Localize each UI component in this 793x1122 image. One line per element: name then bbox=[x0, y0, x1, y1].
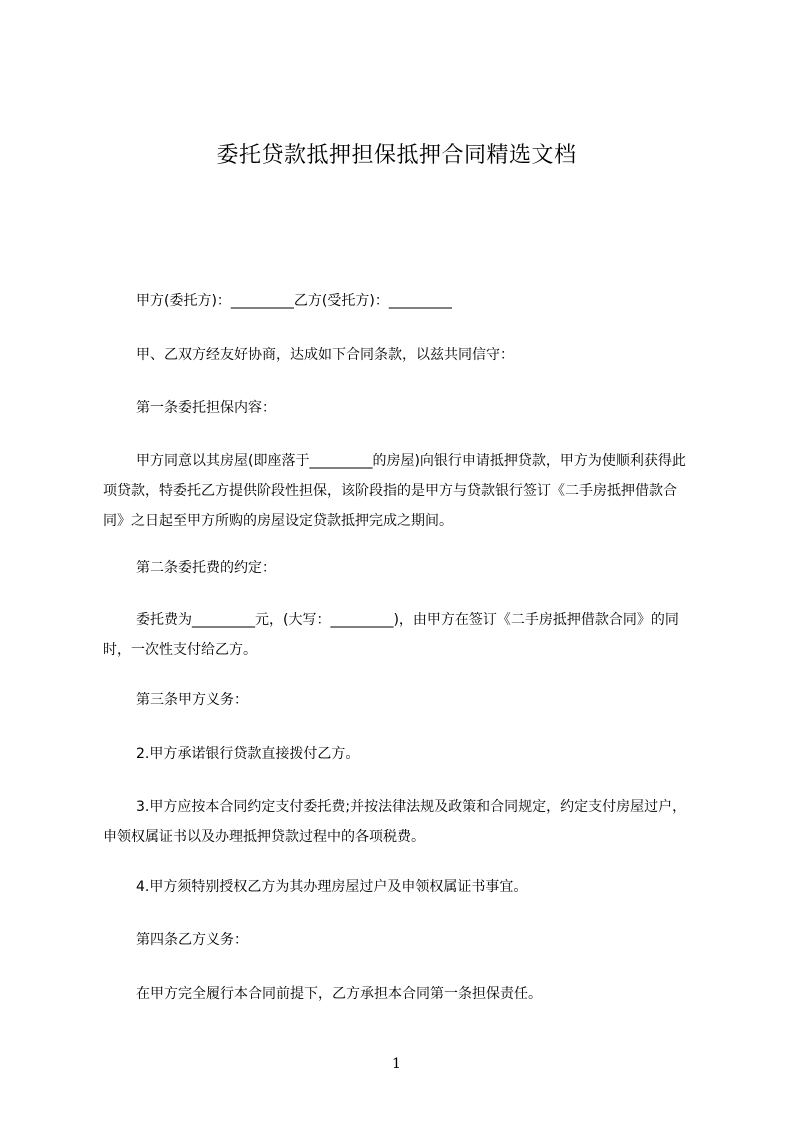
document-title: 委托贷款抵押担保抵押合同精选文档 bbox=[216, 143, 577, 168]
article-1-body: 甲方同意以其房屋(即座落于_________的房屋)向银行申请抵押贷款，甲方为使顺利获得此项贷款，特委托乙方提供阶段性担保，该阶段指的是甲方与贷款银行签订《二手房抵押借款合同》之日起至甲方所购的房屋设定贷款抵押完成之期间。 bbox=[103, 453, 686, 529]
party-line: 甲方(委托方)：_________乙方(受托方)：_________ bbox=[136, 293, 452, 309]
page-number: 1 bbox=[392, 1056, 401, 1072]
article-4-body: 在甲方完全履行本合同前提下，乙方承担本合同第一条担保责任。 bbox=[136, 986, 542, 1002]
article-4-heading: 第四条乙方义务： bbox=[136, 932, 248, 948]
article-3-heading: 第三条甲方义务： bbox=[136, 692, 248, 708]
article-2-heading: 第二条委托费的约定： bbox=[136, 560, 276, 576]
article-1-heading: 第一条委托担保内容： bbox=[136, 400, 276, 416]
article-2-body: 委托费为_________元，(大写：_________)，由甲方在签订《二手房抵押借款合同》的同时，一次性支付给乙方。 bbox=[103, 612, 679, 658]
preamble-paragraph: 甲、乙双方经友好协商，达成如下合同条款，以兹共同信守： bbox=[136, 347, 514, 363]
article-3-item-4: 4.甲方须特别授权乙方为其办理房屋过户及申领权属证书事宜。 bbox=[136, 879, 528, 895]
article-3-item-3: 3.甲方应按本合同约定支付委托费;并按法律法规及政策和合同规定，约定支付房屋过户，申领权属证书以及办理抵押贷款过程中的各项税费。 bbox=[103, 799, 687, 845]
article-3-item-2: 2.甲方承诺银行贷款直接拨付乙方。 bbox=[136, 746, 360, 762]
